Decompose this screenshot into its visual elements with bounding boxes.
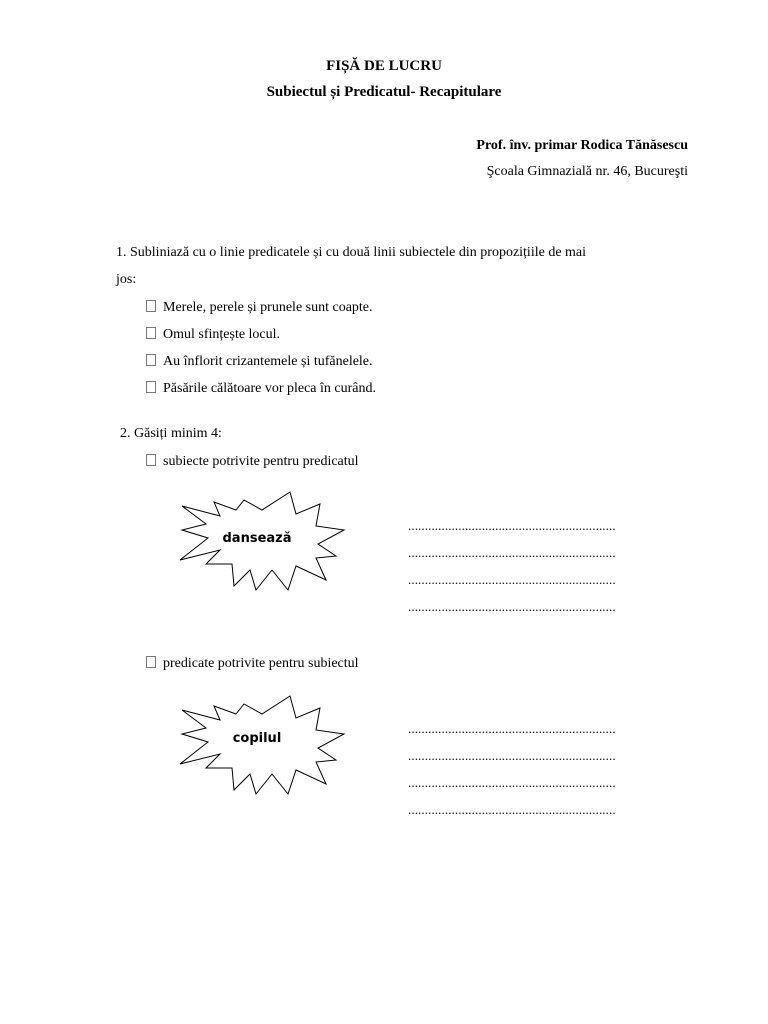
bullet-icon: [146, 381, 156, 393]
starburst-danseaza: [176, 490, 348, 594]
list-item: Merele, perele și prunele sunt coapte.: [146, 300, 373, 316]
answer-line[interactable]: ..............................................................: [408, 545, 616, 560]
exercise2-instruction: 2. Găsiți minim 4:: [120, 426, 222, 441]
bullet-icon: [146, 656, 156, 668]
part-a-label: subiecte potrivite pentru predicatul: [146, 454, 359, 470]
answer-line[interactable]: ..............................................................: [408, 721, 616, 736]
list-item: Omul sfințește locul.: [146, 327, 280, 343]
list-item: Au înflorit crizantemele și tufănelele.: [146, 354, 373, 370]
list-item: Păsările călătoare vor pleca în curând.: [146, 381, 376, 397]
bullet-icon: [146, 300, 156, 312]
subject-word: copilul: [232, 731, 282, 746]
page-subtitle: Subiectul și Predicatul- Recapitulare: [266, 84, 502, 100]
predicate-word: dansează: [222, 531, 292, 546]
bullet-icon: [146, 354, 156, 366]
answer-line[interactable]: ..............................................................: [408, 599, 616, 614]
answer-line[interactable]: ..............................................................: [408, 572, 616, 587]
teacher-name: Prof. înv. primar Rodica Tănăsescu: [476, 138, 688, 153]
starburst-copilul: [176, 694, 348, 798]
page-title: FIȘĂ DE LUCRU: [326, 58, 442, 74]
bullet-icon: [146, 454, 156, 466]
part-b-label: predicate potrivite pentru subiectul: [146, 656, 359, 672]
answer-line[interactable]: ..............................................................: [408, 748, 616, 763]
exercise1-instruction-cont: jos:: [116, 272, 137, 287]
bullet-icon: [146, 327, 156, 339]
school-name: Şcoala Gimnazială nr. 46, Bucureşti: [486, 164, 688, 179]
answer-line[interactable]: ..............................................................: [408, 775, 616, 790]
answer-line[interactable]: ..............................................................: [408, 518, 616, 533]
exercise1-instruction: 1. Subliniază cu o linie predicatele și cu două linii subiectele din propozițiile de mai: [116, 245, 587, 260]
answer-line[interactable]: ..............................................................: [408, 802, 616, 817]
